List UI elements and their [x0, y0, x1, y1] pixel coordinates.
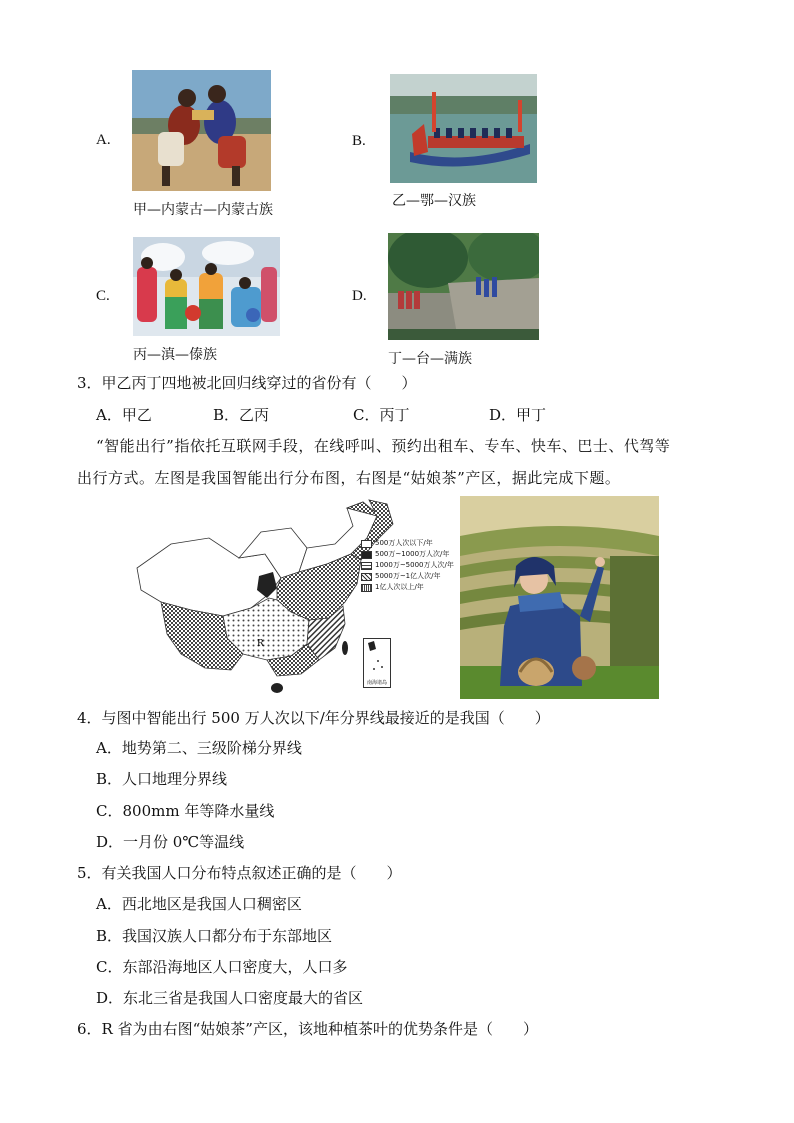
q5-option-b: B．我国汉族人口都分布于东部地区	[96, 927, 333, 945]
legend-swatch-checker	[361, 584, 372, 592]
q3-option-d: D．甲丁	[489, 406, 547, 424]
passage-line-1: “智能出行”指依托互联网手段，在线呼叫、预约出租车、专车、快车、巴士、代驾等	[96, 437, 671, 455]
q5-option-d: D．东北三省是我国人口密度最大的省区	[96, 989, 364, 1007]
q4-option-c: C．800mm 年等降水量线	[96, 802, 275, 820]
legend-swatch-hatch	[361, 573, 372, 581]
inset-label: 南海诸岛	[366, 680, 387, 686]
q6-stem: 6．R 省为由右图“姑娘茶”产区，该地种植茶叶的优势条件是（ ）	[77, 1020, 538, 1038]
option-a-letter: A.	[96, 132, 111, 148]
south-china-sea-inset	[363, 638, 391, 688]
q3-option-c: C．丙丁	[353, 406, 410, 424]
photo-dragon-boat	[390, 74, 537, 183]
map-legend	[361, 538, 454, 593]
legend-item-1: 500万人次以下/年	[375, 539, 433, 547]
option-c-caption: 丙—滇—傣族	[133, 347, 217, 363]
legend-item-4: 5000万~1亿人次/年	[375, 572, 441, 580]
q4-stem: 4．与图中智能出行 500 万人次以下/年分界线最接近的是我国（ ）	[77, 709, 550, 727]
legend-item-5: 1亿人次以上/年	[375, 583, 424, 591]
photo-water-splashing	[133, 237, 280, 336]
photo-mongolian-wrestling	[132, 70, 271, 191]
photo-tea-girl	[460, 496, 659, 699]
legend-swatch-white	[361, 540, 372, 548]
option-d-letter: D.	[352, 288, 367, 304]
q5-option-c: C．东部沿海地区人口密度大，人口多	[96, 958, 348, 976]
legend-swatch-dots	[361, 562, 372, 570]
map-region-r-label: R	[257, 639, 264, 649]
option-b-caption: 乙—鄂—汉族	[392, 193, 476, 209]
option-b-letter: B.	[352, 133, 366, 149]
q3-option-a: A．甲乙	[96, 406, 152, 424]
q3-stem: 3．甲乙丙丁四地被北回归线穿过的省份有（ ）	[77, 374, 417, 392]
q4-option-a: A．地势第二、三级阶梯分界线	[96, 739, 302, 757]
q4-option-d: D．一月份 0℃等温线	[96, 833, 245, 851]
option-a-caption: 甲—内蒙古—内蒙古族	[133, 202, 273, 218]
q5-option-a: A．西北地区是我国人口稠密区	[96, 895, 302, 913]
option-c-letter: C.	[96, 288, 110, 304]
photo-mountain-people	[388, 233, 539, 340]
legend-swatch-black	[361, 551, 372, 559]
q3-option-b: B．乙丙	[213, 406, 270, 424]
china-mobility-map	[131, 498, 460, 698]
q4-option-b: B．人口地理分界线	[96, 770, 228, 788]
option-d-caption: 丁—台—满族	[388, 351, 472, 367]
passage-line-2: 出行方式。左图是我国智能出行分布图，右图是“姑娘茶”产区，据此完成下题。	[77, 469, 621, 487]
legend-item-3: 1000万~5000万人次/年	[375, 561, 454, 569]
q5-stem: 5．有关我国人口分布特点叙述正确的是（ ）	[77, 864, 402, 882]
legend-item-2: 500万~1000万人次/年	[375, 550, 450, 558]
